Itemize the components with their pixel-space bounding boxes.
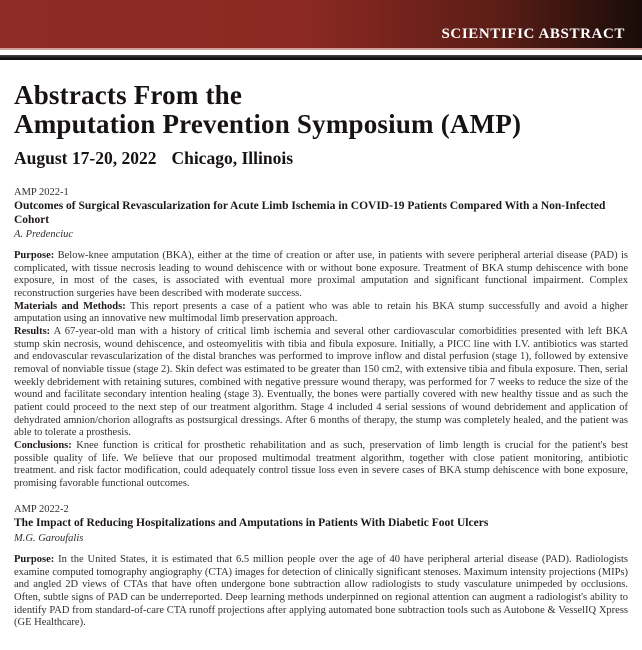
symposium-date-location [14,148,628,169]
header-rule [0,55,642,60]
section-label: Materials and Methods: [14,300,126,312]
abstract-title: The Impact of Reducing Hospitalizations and Amputations in Patients With Diabetic Foot Ulcers [14,517,489,530]
section-label: Purpose: [14,250,55,261]
banner [0,0,642,50]
section-text: Below-knee amputation (BKA), either at the time of creation or after use, in patients with severe peripheral arterial disease (PAD) is complicated, with tissue necrosis leading to wound dehiscence with or without bone exposure. Treatment of BKA stump dehiscence with bone exposure, in most of the cases, is associated with eventual more proximal amputation and significant functional impairment. Complex reconstruction surgeries have been described with moderate success. [14,250,629,299]
abstract-number: AMP 2022-2 [14,504,69,516]
abstract-author: A. Predenciuc [14,229,74,240]
abstract-section-materials-methods [14,301,628,326]
section-label: Results: [14,325,51,337]
abstract-section-purpose [14,250,628,301]
section-label: Conclusions: [14,439,72,451]
page-title-line1: Abstracts From the [14,80,243,110]
section-text: Knee function is critical for prosthetic rehabilitation and as such, preservation of limb length is crucial for the patient's best possible quality of life. We believe that our proposed multimodal treatment algorithm, together with close patient monitoring, antibiotic treatment. and risk factor modification, could adequately control tissue loss even in severe cases of BKA stump dehiscence with bone exposure, promising favorable functional outcomes. [14,439,628,489]
abstract-section-conclusions [14,440,628,491]
abstract-section-results [14,326,628,440]
symposium-location: Chicago, Illinois [171,148,294,168]
section-label: Purpose: [14,553,55,565]
section-text: A 67-year-old man with a history of critical limb ischemia and several other cardiovascular comorbidities presented with left BKA stump skin necrosis, wound dehiscence, and osteomyelitis with tibia and fibula exposure. Initially, a PICC line with I.V. antibiotics was started and endovascular revascularization of the distal branches was performed to improve inflow and distal perfusion (stage 1), followed by extensive removal of nonviable tissue (stage 2). Skin defect was estimated to be greater than 150 cm2, with extensive tibia and fibula exposure. Then, serial weekly debridement with retaining sutures, combined with negative pressure wound therapy, was performed for 7 weeks to reduce the size of the wound and facilitate secondary intention healing (stage 3). Eventually, the bones were partially covered with new healthy tissue and as such the patient could proceed to the next step of our treatment algorithm. Stage 4 included 4 serial sessions of wound debridement and application of dehydrated amnion/chorion allografts as postsurgical dressings. After 6 months of therapy, the stump was completely healed, and the patient was able to tolerate a prosthesis. [14,325,628,439]
page-title [14,81,628,139]
abstract-number: AMP 2022-1 [14,187,69,198]
abstract-author: M.G. Garoufalis [14,532,84,544]
abstract-amp-2022-2 [14,503,628,629]
symposium-date: August 17-20, 2022 [14,148,157,168]
banner-title: SCIENTIFIC ABSTRACT [441,26,625,42]
abstract-section-purpose [14,554,628,630]
section-text: In the United States, it is estimated that 6.5 million people over the age of 40 have peripheral arterial disease (PAD). Radiologists examine computed tomography angiography (CTA) images for detection of clinically significant stenoses. Maximum intensity projections (MIPs) and angled 2D views of CTAs that have often undergone bone subtraction allow radiologists to study vasculature unimpeded by occlusions. Often, subtle signs of PAD can be underreported. Deep learning methods underpinned on regional attention can augment a radiologist's ability to identify PAD from standard-of-care CTA runoff projections after applying automated bone subtraction tools such as Autobone & VesselIQ Xpress (GE Healthcare). [14,553,628,629]
content [0,81,642,630]
page-title-line2: Amputation Prevention Symposium (AMP) [14,109,522,139]
abstract-title: Outcomes of Surgical Revascularization for Acute Limb Ischemia in COVID-19 Patients Compared With a Non-Infected Cohort [14,200,606,226]
section-text: This report presents a case of a patient who was able to retain his BKA stump successfully and avoid a higher amputation using an innovative new multimodal limb preservation approach. [14,300,628,325]
abstract-amp-2022-1 [14,186,628,490]
